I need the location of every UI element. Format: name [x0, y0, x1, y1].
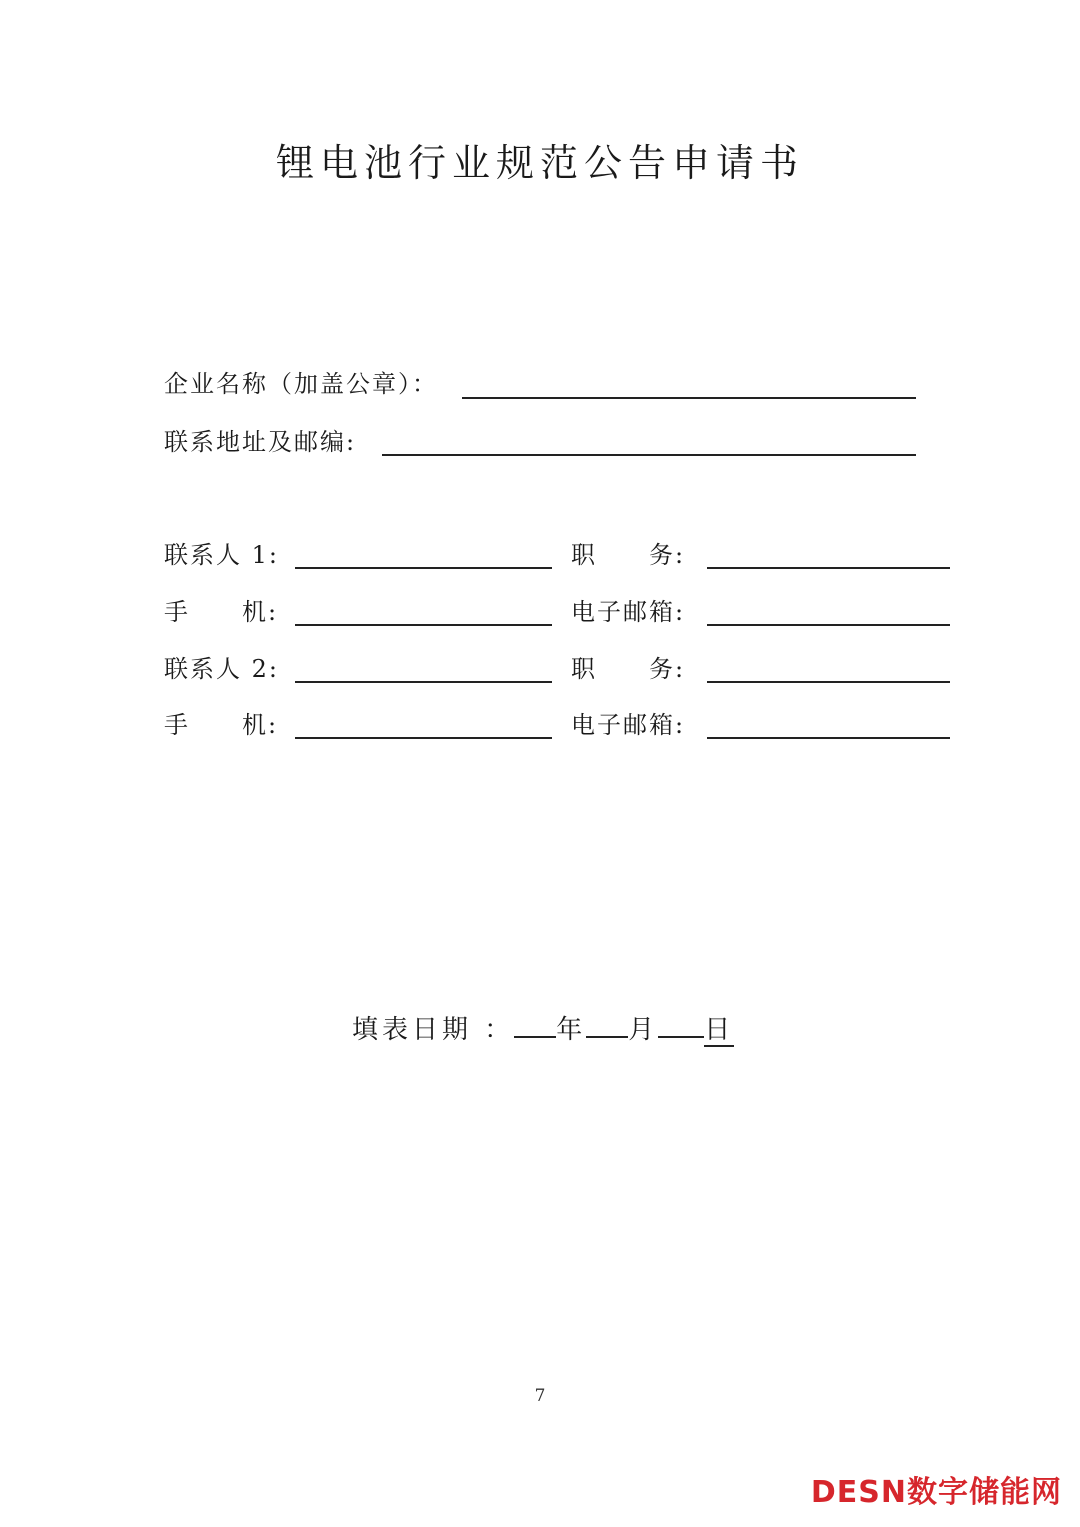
day-label: 日 — [704, 1015, 735, 1045]
contact2-position-label: 职 务: — [571, 655, 686, 683]
contact2-position-field[interactable] — [707, 681, 950, 683]
year-field[interactable] — [514, 1012, 556, 1038]
page-number: 7 — [534, 1386, 546, 1406]
contact1-phone-field[interactable] — [295, 624, 552, 626]
contact1-name-field[interactable] — [295, 567, 552, 569]
contact1-position-label: 职 务: — [571, 541, 686, 569]
month-label: 月 — [628, 1015, 659, 1045]
day-field[interactable] — [658, 1012, 704, 1038]
fill-date-row — [352, 1012, 734, 1046]
contact2-name-label: 联系人 2: — [164, 655, 279, 683]
contact1-position-field[interactable] — [707, 567, 950, 569]
year-label: 年 — [556, 1015, 587, 1045]
company-name-label: 企业名称（加盖公章）： — [164, 370, 438, 398]
month-field[interactable] — [586, 1012, 628, 1038]
contact1-email-field[interactable] — [707, 624, 950, 626]
company-name-field[interactable] — [462, 397, 916, 399]
page-title: 锂电池行业规范公告申请书 — [275, 141, 804, 185]
contact2-phone-label: 手 机: — [164, 711, 279, 739]
contact2-email-field[interactable] — [707, 737, 950, 739]
contact2-phone-field[interactable] — [295, 737, 552, 739]
contact2-name-field[interactable] — [295, 681, 552, 683]
address-label: 联系地址及邮编: — [164, 428, 357, 456]
contact1-name-label: 联系人 1: — [164, 541, 279, 569]
fill-date-label: 填表日期 ： — [352, 1015, 515, 1045]
contact1-email-label: 电子邮箱: — [571, 598, 686, 626]
watermark-logo: DESN数字储能网 — [810, 1475, 1062, 1510]
address-field[interactable] — [382, 454, 916, 456]
contact1-phone-label: 手 机: — [164, 598, 279, 626]
contact2-email-label: 电子邮箱: — [571, 711, 686, 739]
